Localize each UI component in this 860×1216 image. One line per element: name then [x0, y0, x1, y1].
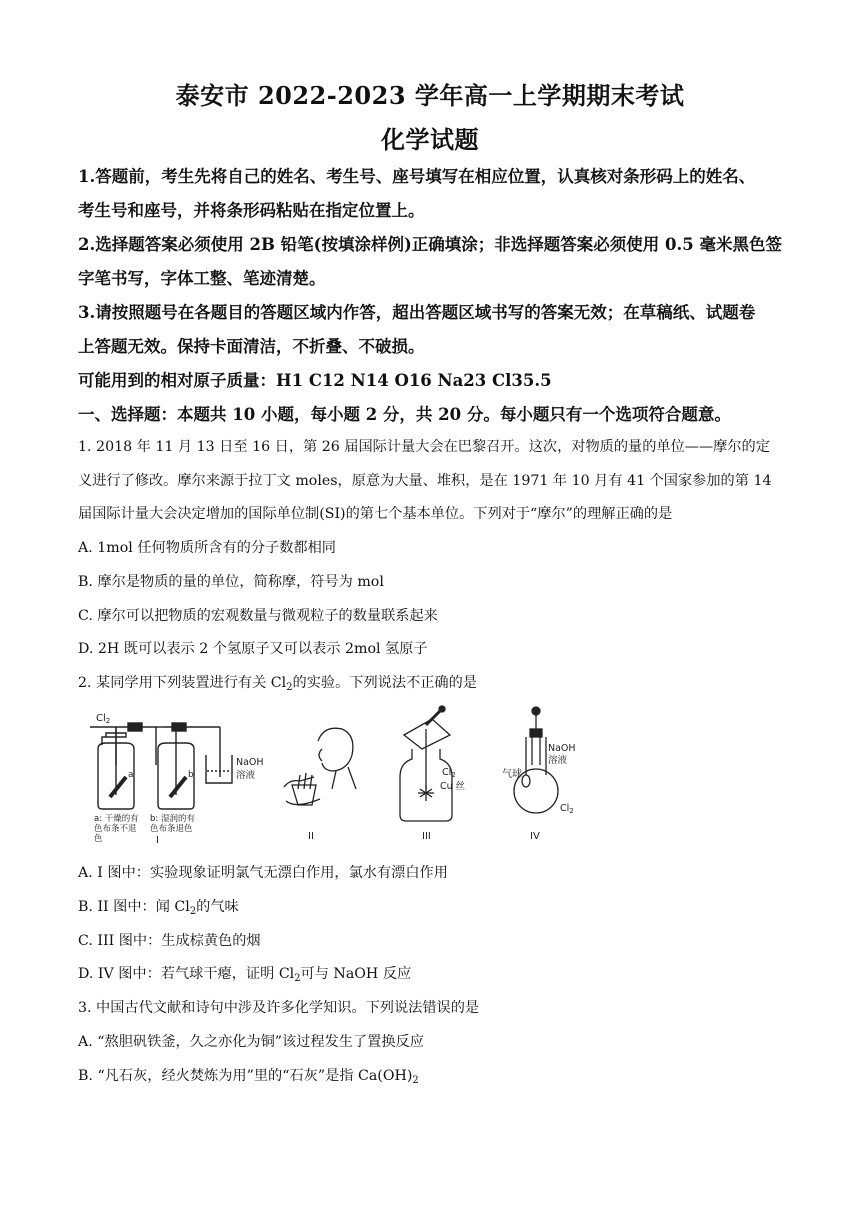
question-1-option-d: D. 2H 既可以表示 2 个氢原子又可以表示 2mol 氢原子: [78, 641, 428, 657]
section-heading: 一、选择题：本题共 10 小题，每小题 2 分，共 20 分。每小题只有一个选项符合题意。: [78, 405, 731, 424]
caption-b: 色布条退色: [150, 824, 193, 834]
label-a: a: [128, 770, 134, 780]
question-1-stem: 1. 2018 年 11 月 13 日至 16 日，第 26 届国际计量大会在巴黎召开。这次，对物质的量的单位——摩尔的定: [78, 439, 770, 455]
question-3-stem: 3. 中国古代文献和诗句中涉及许多化学知识。下列说法错误的是: [78, 1000, 480, 1016]
question-2-option-b: B. II 图中：闻 $Cl_2$的气味: [78, 899, 239, 917]
caption-a: 色: [94, 834, 103, 844]
cl2-label-4: $Cl_2$: [560, 803, 574, 815]
naoh-label: NaOH: [236, 757, 264, 768]
question-1-option-a: A. 1mol 任何物质所含有的分子数都相同: [78, 540, 336, 556]
solution-label-4: 溶液: [548, 755, 568, 766]
apparatus-figure: [86, 705, 606, 845]
apparatus-III: [400, 706, 452, 821]
caption-b: b: 湿润的有: [150, 814, 195, 824]
instruction-line: 上答题无效。保持卡面清洁，不折叠、不破损。: [78, 337, 425, 356]
balloon-label: 气球: [502, 769, 522, 780]
question-2-option-a: A. I 图中：实验现象证明氯气无漂白作用，氯水有漂白作用: [78, 865, 448, 881]
exam-title: 泰安市 2022-2023 学年高一上学期期末考试: [175, 81, 685, 110]
apparatus-I: [90, 723, 232, 809]
instruction-line: 1.答题前，考生先将自己的姓名、考生号、座号填写在相应位置，认真核对条形码上的姓名、: [78, 167, 756, 186]
caption-a: 色布条不退: [94, 824, 137, 834]
cl2-label-3: $Cl_2$: [442, 767, 456, 779]
naoh-label-4: NaOH: [548, 743, 576, 754]
question-3-option-b: B. “凡石灰，经火焚炼为用”里的“石灰”是指 $Ca(OH)_2$: [78, 1068, 419, 1086]
question-1-stem: 届国际计量大会决定增加的国际单位制(SI)的第七个基本单位。下列对于“摩尔”的理解正确的是: [78, 506, 673, 522]
cl2-label: $Cl_2$: [96, 713, 111, 725]
question-1-stem: 义进行了修改。摩尔来源于拉丁文 moles，原意为大量、堆积，是在 1971 年 10 月有 41 个国家参加的第 14: [78, 473, 772, 489]
question-2-option-d: D. IV 图中：若气球干瘪，证明 $Cl_2$可与 NaOH 反应: [78, 966, 412, 984]
roman-IV: IV: [530, 831, 540, 842]
instruction-line: 2.选择题答案必须使用 2B 铅笔(按填涂样例)正确填涂；非选择题答案必须使用 0.5 毫米黑色签: [78, 235, 782, 254]
exam-subtitle: 化学试题: [381, 125, 479, 154]
instruction-line: 考生号和座号，并将条形码粘贴在指定位置上。: [78, 201, 425, 220]
question-2-stem: 2. 某同学用下列装置进行有关 $Cl_2$的实验。下列说法不正确的是: [78, 675, 477, 693]
roman-II: II: [308, 831, 314, 842]
roman-III: III: [422, 831, 431, 842]
roman-I: I: [156, 835, 159, 845]
instruction-line: 3.请按照题号在各题目的答题区域内作答，超出答题区域书写的答案无效；在草稿纸、试题卷: [78, 303, 756, 322]
solution-label: 溶液: [236, 770, 256, 781]
label-b: b: [188, 770, 194, 780]
instruction-line: 字笔书写，字体工整、笔迹清楚。: [78, 269, 326, 288]
question-1-option-b: B. 摩尔是物质的量的单位，简称摩，符号为 mol: [78, 574, 384, 590]
question-3-option-a: A. “熬胆矾铁釜，久之亦化为铜”该过程发生了置换反应: [78, 1034, 424, 1050]
question-1-option-c: C. 摩尔可以把物质的宏观数量与微观粒子的数量联系起来: [78, 608, 438, 624]
cu-wire-label: Cu 丝: [440, 781, 466, 792]
apparatus-II: [284, 728, 356, 805]
caption-a: a: 干燥的有: [94, 814, 139, 824]
question-2-option-c: C. III 图中：生成棕黄色的烟: [78, 933, 261, 949]
atomic-masses: 可能用到的相对原子质量：H1 C12 N14 O16 Na23 Cl35.5: [78, 371, 552, 390]
